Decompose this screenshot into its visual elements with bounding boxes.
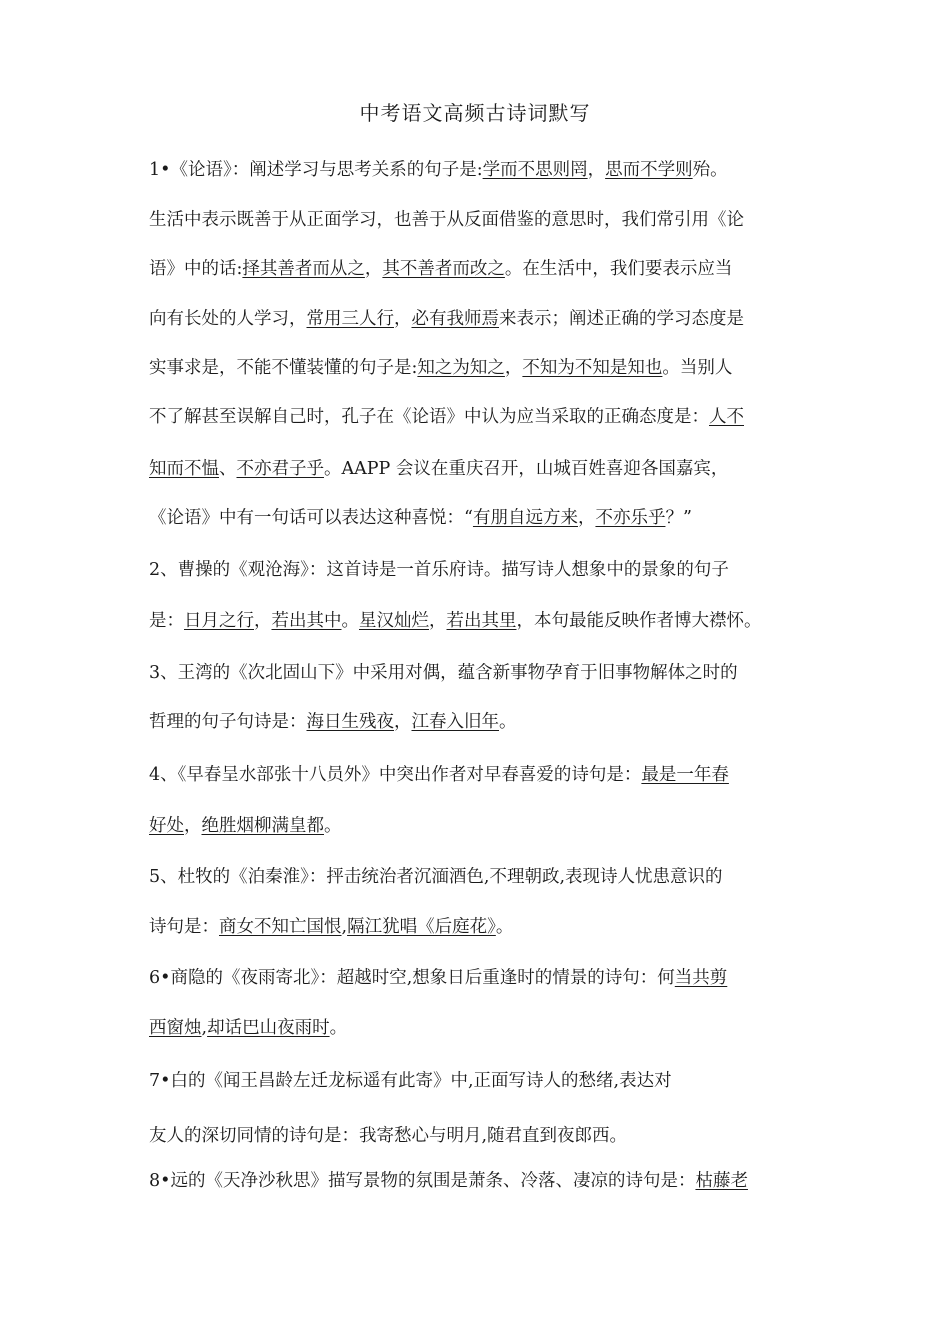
answer-blank: 最是一年春 (641, 765, 729, 785)
text-segment: 来表示；阐述正确的学习态度是 (499, 309, 744, 329)
answer-blank: 知之为知之 (417, 358, 505, 378)
answer-blank: 有朋自远方来 (472, 508, 578, 528)
text-segment: 5、杜牧的《泊秦淮》：抨击统治者沉湎酒色,不理朝政,表现诗人忧患意识的 (149, 867, 723, 887)
text-line (149, 659, 738, 687)
text-line (149, 156, 728, 184)
text-segment: 。 (324, 816, 342, 836)
text-line (149, 305, 744, 333)
text-line (149, 206, 744, 234)
text-line (149, 607, 762, 635)
text-segment: ，本句最能反映作者博大襟怀。 (516, 611, 762, 631)
text-segment: 殆。 (692, 160, 728, 180)
answer-blank: 商女不知亡国恨 (219, 917, 342, 937)
text-line (149, 812, 342, 840)
text-line (149, 556, 729, 584)
text-segment: 。在生活中，我们要表示应当 (504, 259, 733, 279)
text-line (149, 913, 513, 941)
text-segment: 语》中的话: (149, 259, 243, 279)
text-line (149, 455, 728, 483)
answer-blank: 当共剪 (674, 968, 728, 988)
text-line (149, 255, 732, 283)
text-segment: 哲理的句子句诗是： (149, 712, 307, 732)
answer-blank: 枯藤老 (695, 1171, 748, 1191)
answer-blank: 不亦乐乎 (595, 508, 666, 528)
text-segment: 向有长处的人学习， (149, 309, 307, 329)
text-segment: 4、《早春呈水部张十八员外》中突出作者对早春喜爱的诗句是： (149, 765, 642, 785)
answer-blank: 择其善者而从之 (242, 259, 365, 279)
answer-blank: 海日生残夜 (306, 712, 394, 732)
document-title: 中考语文高频古诗词默写 (359, 101, 591, 125)
answer-blank: 西窗烛 (149, 1018, 202, 1038)
answer-blank: 却话巴山夜雨时 (207, 1018, 330, 1038)
text-segment: 。当别人 (662, 358, 733, 378)
answer-blank: 不知为不知是知也 (522, 358, 663, 378)
text-segment: 不了解甚至误解自己时，孔子在《论语》中认为应当采取的正确态度是： (149, 407, 709, 427)
text-segment: 、 (219, 459, 237, 479)
answer-blank: 不亦君子乎 (236, 459, 324, 479)
text-segment: , (201, 1018, 208, 1038)
answer-blank: 隔江犹唱《后庭花》 (347, 917, 496, 937)
text-segment: ， (577, 508, 596, 528)
answer-blank: 思而不学则 (605, 160, 693, 180)
text-segment: 1•《论语》：阐述学习与思考关系的句子是: (149, 160, 483, 180)
text-segment: ， (254, 611, 272, 631)
text-line (149, 761, 729, 789)
answer-blank: 人不 (709, 407, 744, 427)
text-line (149, 1014, 347, 1042)
text-segment: ， (394, 309, 412, 329)
text-segment: ？” (665, 508, 692, 528)
text-segment: 实事求是，不能不懂装懂的句子是: (149, 358, 418, 378)
text-line (149, 708, 517, 736)
text-segment: 诗句是： (149, 917, 219, 937)
text-segment: 《论语》中有一句话可以表达这种喜悦：“ (149, 508, 473, 528)
answer-blank: 绝胜烟柳满皇都 (201, 816, 324, 836)
text-segment: 6•商隐的《夜雨寄北》：超越时空,想象日后重逢时的情景的诗句：何 (149, 968, 675, 988)
text-segment: ， (429, 611, 447, 631)
text-segment: 。 (341, 611, 359, 631)
text-segment: 3、王湾的《次北固山下》中采用对偶，蕴含新事物孕育于旧事物解体之时的 (149, 663, 738, 683)
text-line (149, 354, 732, 382)
text-segment: ， (184, 816, 202, 836)
text-segment: ， (587, 160, 606, 180)
text-line (149, 1067, 672, 1095)
answer-blank: 江春入旧年 (411, 712, 499, 732)
text-segment: 。AAPP 会议在重庆召开，山城百姓喜迎各国嘉宾， (324, 459, 729, 479)
text-segment: 8•远的《天净沙秋思》描写景物的氛围是萧条、冷落、凄凉的诗句是： (149, 1171, 696, 1191)
answer-blank: 必有我师焉 (411, 309, 499, 329)
text-segment: , (341, 917, 348, 937)
text-line (149, 964, 727, 992)
text-line (149, 1167, 748, 1195)
text-line (149, 1122, 627, 1150)
answer-blank: 若出其中 (271, 611, 342, 631)
text-segment: 。 (499, 712, 517, 732)
text-segment: 。 (329, 1018, 348, 1038)
answer-blank: 日月之行 (184, 611, 254, 631)
text-line (149, 863, 723, 891)
text-line (149, 403, 744, 431)
answer-blank: 星汉灿烂 (359, 611, 429, 631)
text-segment: 生活中表示既善于从正面学习，也善于从反面借鉴的意思时，我们常引用《论 (149, 210, 744, 230)
text-line (149, 504, 692, 532)
text-segment: 友人的深切同情的诗句是：我寄愁心与明月,随君直到夜郎西。 (149, 1126, 628, 1146)
text-segment: ， (504, 358, 523, 378)
answer-blank: 常用三人行 (306, 309, 394, 329)
text-segment: 7•白的《闻王昌龄左迁龙标遥有此寄》中,正面写诗人的愁绪,表达对 (149, 1071, 672, 1091)
answer-blank: 若出其里 (446, 611, 517, 631)
text-segment: ， (394, 712, 412, 732)
answer-blank: 其不善者而改之 (382, 259, 505, 279)
text-segment: 是： (149, 611, 184, 631)
text-segment: 。 (495, 917, 514, 937)
text-segment: ， (364, 259, 383, 279)
answer-blank: 好处 (149, 816, 184, 836)
answer-blank: 知而不愠 (149, 459, 219, 479)
text-segment: 2、曹操的《观沧海》：这首诗是一首乐府诗。描写诗人想象中的景象的句子 (149, 560, 729, 580)
answer-blank: 学而不思则罔 (482, 160, 588, 180)
